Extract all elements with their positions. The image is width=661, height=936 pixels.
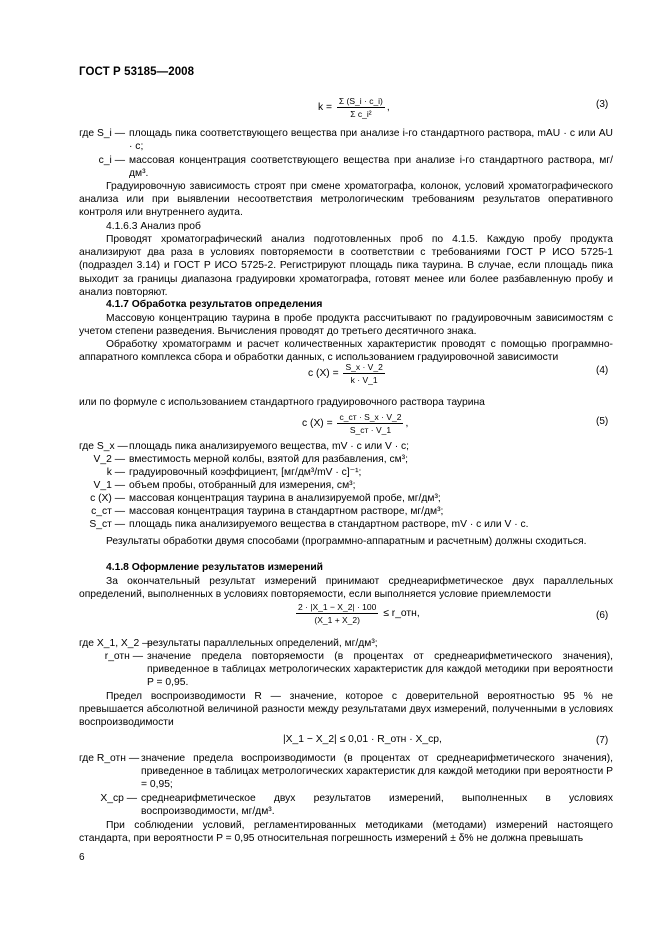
definition-text: объем пробы, отобранный для измерения, см³;: [129, 480, 356, 491]
definition-symbol: V_1 —: [93, 480, 125, 491]
eq4-lhs: c (X) =: [308, 368, 339, 380]
eq5-numerator: c_ст · S_x · V_2: [339, 412, 402, 422]
eq6-fraction: [296, 602, 378, 625]
eq5-lhs: c (X) =: [302, 418, 333, 430]
definition-text: площадь пика соответствующего вещества при анализе i-го стандартного раствора, mAU · c или AU · c;: [129, 128, 613, 153]
definition-symbol: c_ст —: [91, 506, 125, 517]
equation-3: [318, 96, 390, 119]
definition-text: площадь пика анализируемого вещества в стандартном растворе, mV · c или V · c.: [129, 519, 529, 530]
eq6-denominator: (X_1 + X_2): [314, 615, 360, 625]
eq5-tail: ,: [405, 418, 409, 430]
eq3-denominator: Σ c_i²: [350, 109, 372, 119]
equation-4: [308, 362, 387, 385]
definition-text: градуировочный коэффициент, [мг/дм³/mV · c]⁻¹;: [129, 467, 362, 478]
definition-text: площадь пика анализируемого вещества, mV · c или V · c;: [129, 441, 410, 452]
page-number: 6: [79, 852, 85, 863]
paragraph-final-result: За окончательный результат измерений принимают среднеарифметическое двух параллельных определений, выполненных в условиях повторяемости, если выполняется условие приемлемости: [79, 576, 613, 601]
definition-text: значение предела повторяемости (в процентах от среднеарифметического значения), приведенное в таблицах метрологических характеристик для каждой методики при вероятности P = 0,95.: [147, 651, 613, 689]
definition-symbol: где X_1, X_2 —: [79, 638, 153, 649]
subsection-4-1-6-3: 4.1.6.3 Анализ проб: [106, 221, 201, 232]
definition-symbol: r_отн —: [104, 651, 143, 662]
definition-text: результаты параллельных определений, мг/дм³;: [147, 638, 378, 649]
section-4-1-7: 4.1.7 Обработка результатов определения: [106, 299, 323, 310]
eq4-number: (4): [596, 365, 609, 376]
definition-symbol: c_i —: [98, 155, 125, 166]
definition-symbol: где S_i —: [79, 128, 125, 139]
eq6-numerator: 2 · |X_1 − X_2| · 100: [298, 602, 377, 612]
paragraph-processing-b: Обработку хроматограмм и расчет количественных характеристик проводят с помощью программно-аппаратного комплекса сбора и обработки данных, с использованием градуировочной зависимости: [79, 339, 613, 364]
eq6-number: (6): [596, 610, 609, 621]
definition-symbol: k —: [106, 467, 125, 478]
definition-text: вместимость мерной колбы, взятой для разбавления, см³;: [129, 454, 408, 465]
paragraph-processing-a: Массовую концентрацию таурина в пробе продукта рассчитывают по градуировочным зависимостям с учетом степени разведения. Вычисления проводят до третьего десятичного знака.: [79, 313, 613, 338]
eq3-number: (3): [596, 99, 609, 110]
paragraph-or: или по формуле с использованием стандартного градуировочного раствора таурина: [79, 397, 485, 408]
definition-text: массовая концентрация таурина в анализируемой пробе, мг/дм³;: [129, 493, 441, 504]
definition-text: среднеарифметическое двух результатов измерений, выполненных в условиях воспроизводимости, мг/дм³.: [141, 793, 613, 818]
eq5-denominator: S_ст · V_1: [349, 425, 392, 435]
paragraph-analysis: Проводят хроматографический анализ подготовленных проб по 4.1.5. Каждую пробу продукта анализируют два раза в условиях повторяемости в соответствии с требованиями ГОСТ Р ИСО 5725-1 (подраздел 3.14) и ГОСТ Р ИСО 5725-2. Регистрируют площадь пика таурина. В случае, если площадь пика выходит за границы диапазона градуировки хроматографа, готовят менее или более разбавленную пробу и анализ повторяют.: [79, 234, 613, 298]
section-4-1-8: 4.1.8 Оформление результатов измерений: [106, 562, 323, 573]
definition-symbol: где R_отн —: [79, 753, 140, 764]
definition-text: значение предела воспроизводимости (в процентах от среднеарифметического значения), приведенное в таблицах метрологических характеристик для каждой методики при вероятности P = 0,95;: [141, 753, 613, 791]
eq4-numerator: S_x · V_2: [345, 362, 383, 372]
eq5-number: (5): [596, 416, 609, 427]
eq7-number: (7): [596, 735, 609, 746]
eq3-fraction: [337, 96, 385, 119]
eq3-tail: ,: [386, 102, 390, 114]
document-header: ГОСТ Р 53185—2008: [79, 66, 195, 78]
eq4-denominator: k · V_1: [350, 375, 378, 385]
definition-symbol: c (X) —: [90, 493, 125, 504]
definition-symbol: где S_x —: [79, 441, 128, 452]
paragraph-results: Результаты обработки двумя способами (программно-аппаратным и расчетным) должны сходиться.: [106, 536, 587, 547]
paragraph-reproducibility: Предел воспроизводимости R — значение, которое с доверительной вероятностью 95 % не превышается абсолютной величиной разности между результатами двух измерений, полученными в условиях воспроизводимости: [79, 691, 613, 729]
eq3-numerator: Σ (S_i · c_i): [338, 96, 383, 106]
paragraph-calibration: Градуировочную зависимость строят при смене хроматографа, колонок, условий хроматографического анализа или при выявлении несоответствия метрологическим требованиям результатов оперативного контроля или внутреннего аудита.: [79, 181, 613, 219]
equation-7: |X_1 − X_2| ≤ 0,01 · R_отн · X_ср,: [283, 734, 442, 745]
definition-symbol: S_ст —: [89, 519, 125, 530]
eq4-fraction: [343, 362, 384, 385]
definition-text: массовая концентрация таурина в стандартном растворе, мг/дм³;: [129, 506, 444, 517]
definition-symbol: X_ср —: [100, 793, 137, 804]
eq5-fraction: [337, 412, 403, 435]
eq3-lhs: k =: [318, 102, 333, 114]
equation-5: [302, 412, 408, 435]
definition-symbol: V_2 —: [93, 454, 125, 465]
eq6-rhs: ≤ r_отн,: [383, 608, 420, 620]
paragraph-conditions: При соблюдении условий, регламентированных методиками (методами) измерений настоящего стандарта, при вероятности P = 0,95 относительная погрешность измерений ± δ% не должна превышать: [79, 820, 613, 845]
equation-6: [294, 602, 420, 625]
definition-text: массовая концентрация соответствующего вещества при анализе i-го стандартного раствора, мг/дм³.: [129, 155, 613, 180]
